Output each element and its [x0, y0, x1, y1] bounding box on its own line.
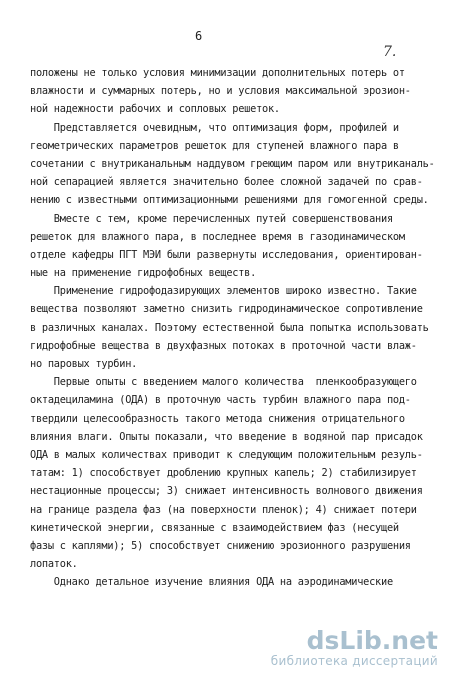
watermark-brand: dsLib.net — [306, 626, 438, 655]
body-text — [30, 64, 435, 591]
text-line: Первые опыты с введением малого количества пленкообразующего — [30, 376, 417, 389]
text-line: влияния влаги. Опыты показали, что введение в водяной пар присадок — [30, 430, 423, 443]
text-line: Вместе с тем, кроме перечисленных путей совершенствования — [30, 212, 393, 225]
text-line: Однако детальное изучение влияния ОДА на аэродинамические — [30, 576, 393, 589]
text-line: Представляется очевидным, что оптимизация форм, профилей и — [30, 121, 399, 134]
watermark-subtitle: библиотека диссертаций — [270, 654, 438, 668]
text-line: но паровых турбин. — [30, 358, 138, 370]
text-line: в различных каналах. Поэтому естественной была попытка использовать — [30, 321, 429, 334]
text-line: нению с известными оптимизационными решениями для гомогенной среды. — [30, 194, 429, 207]
text-line: Применение гидрофодазирующих элементов широко известно. Такие — [30, 285, 417, 298]
text-line: ной надежности рабочих и сопловых решеток. — [30, 103, 280, 116]
text-line: кинетической энергии, связанные с взаимодействием фаз (несущей — [30, 521, 399, 534]
text-line: геометрических параметров решеток для ступеней влажного пара в — [30, 139, 399, 152]
text-line: влажности и суммарных потерь, но и условия максимальной эрозион- — [30, 85, 411, 98]
text-line: на границе раздела фаз (на поверхности пленок); 4) снижает потери — [30, 503, 417, 516]
text-line: вещества позволяют заметно снизить гидродинамическое сопротивление — [30, 303, 423, 316]
text-line: ной сепарацией является значительно более сложной задачей по срав- — [30, 176, 423, 189]
text-line: лопаток. — [30, 558, 78, 571]
text-line: твердили целесообразность такого метода снижения отрицательного — [30, 412, 405, 425]
text-line: решеток для влажного пара, в последнее время в газодинамическом — [30, 230, 405, 243]
text-line: фазы с каплями); 5) способствует снижению эрозионного разрушения — [30, 539, 411, 552]
page-number: 6 — [195, 29, 203, 43]
text-line: ОДА в малых количествах приводит к следующим положительным резуль- — [30, 448, 423, 461]
text-line: нестационные процессы; 3) снижает интенсивность волнового движения — [30, 485, 423, 498]
text-line: положены не только условия минимизации дополнительных потерь от — [30, 67, 405, 79]
text-line: сочетании с внутриканальным наддувом греющим паром или внутриканаль- — [30, 157, 435, 170]
text-line: ные на применение гидрофобных веществ. — [30, 267, 257, 280]
watermark — [271, 628, 438, 668]
text-line: гидрофобные вещества в двухфазных потоках в проточной части влаж- — [30, 339, 417, 352]
text-line: октадециламина (ОДА) в проточную часть турбин влажного пара под- — [30, 394, 411, 407]
text-line: татам: 1) способствует дроблению крупных капель; 2) стабилизирует — [30, 467, 417, 480]
handwritten-page-mark: 7. — [383, 44, 397, 60]
text-line: отделе кафедры ПГТ МЭИ были развернуты исследования, ориентирован- — [30, 248, 423, 261]
